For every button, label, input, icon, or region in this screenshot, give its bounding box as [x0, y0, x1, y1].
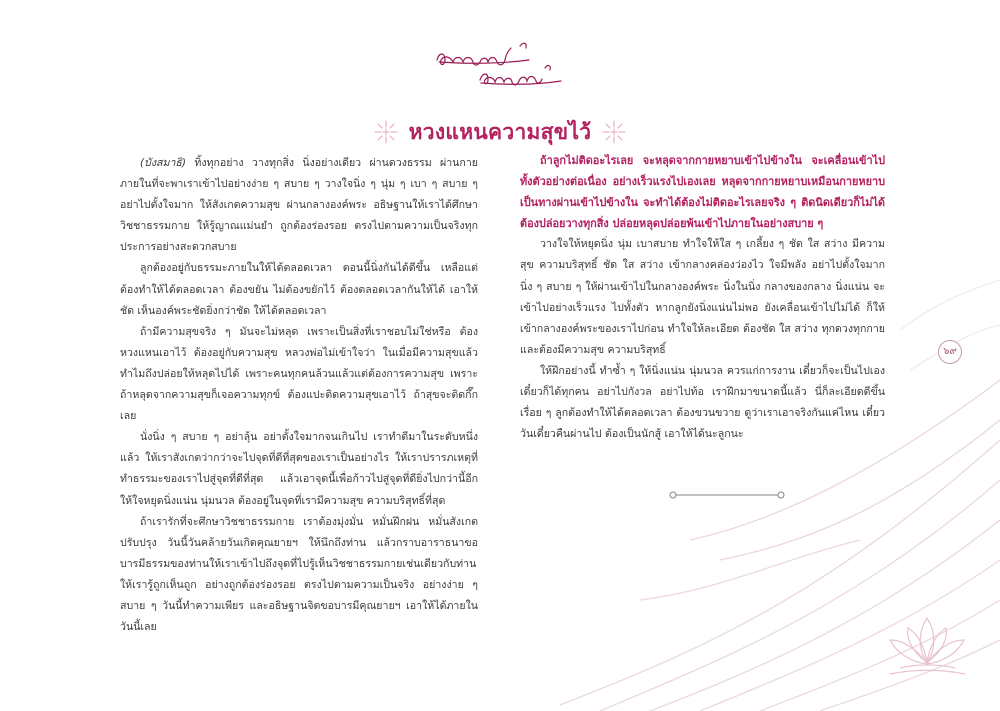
sparkle-icon: [373, 119, 399, 145]
paragraph: วางใจให้หยุดนิ่ง นุ่ม เบาสบาย ทำใจให้ใส ๆ เกลี้ยง ๆ ชัด ใส สว่าง มีความสุข ความบริสุทธิ์ ชัด ใส สว่าง เข้ากลางคล่องว่องไว ใจมีพลัง อย่าไปตั้งใจมาก นิ่ง ๆ สบาย ๆ ให้ผ่านเข้าไปในกลางองค์พระ นิ่งในนิ่ง กลางของกลาง นิ่งแน่น จะเข้าไปอย่างเร็วแรง ไปทั้งตัว หากลูกยังนิ่งแน่นไม่พอ ยังเคลื่อนเข้าไปไม่ได้ ก็ให้เข้ากลางองค์พระของเราไปก่อน ทำใจให้ละเอียด ต้องชัด ใส สว่าง ทุกดวงทุกกาย และต้องมีความสุข ความบริสุทธิ์: [520, 238, 885, 356]
divider-ornament: [668, 489, 786, 501]
sparkle-icon: [601, 119, 627, 145]
paragraph: [120, 153, 478, 258]
paragraph: ถ้ามีความสุขจริง ๆ มันจะไม่หลุด เพราะเป็นสิ่งที่เราชอบไม่ใช่หรือ ต้องหวงแหนเอาไว้ ต้องอยู่กับความสุข หลวงพ่อไม่เข้าใจว่า ในเมื่อมีความสุขแล้ว ทำไมถึงปล่อยให้หลุดไปได้ เพราะคนทุกคนล้วนแล้วแต่ต้องการความสุข เพราะถ้าหลุดจากความสุขก็เจอความทุกข์ ต้องแปะติดความสุขเอาไว้ ถ้าสุขจะติดกึ๊กเลย: [120, 325, 478, 423]
paragraph: นั่งนิ่ง ๆ สบาย ๆ อย่าลุ้น อย่าตั้งใจมากจนเกินไป เราทำดีมาในระดับหนึ่งแล้ว ให้เราสังเกตว่ากว่าจะไปจุดที่ดีที่สุดของเราเป็นอย่างไร ให้เราปรารภเหตุที่ทำธรรมะของเราไปสู่จุดที่ดีที่สุด แล้วเอาจุดนี้เพื่อก้าวไปสู่จุดที่ดียิ่งไปกว่านี้อีก ให้ใจหยุดนิ่งแน่น นุ่มนวล ต้องอยู่ในจุดที่เรามีความสุข ความบริสุทธิ์ที่สุด: [120, 431, 478, 507]
paragraph: ถ้าเรารักที่จะศึกษาวิชชาธรรมกาย เราต้องมุ่งมั่น หมั่นฝึกฝน หมั่นสังเกต ปรับปรุง วันนี้วันคล้ายวันเกิดคุณยายฯ ให้นึกถึงท่าน แล้วกราบอาราธนาขอบารมีธรรมของท่านให้เราเข้าไปถึงจุดที่ไปรู้เห็นวิชชาธรรมกายเช่นเดียวกับท่าน ให้เรารู้ถูกเห็นถูก อย่างถูกต้องร่องรอย ตรงไปตามความเป็นจริง อย่างง่าย ๆ สบาย ๆ วันนี้ทำความเพียร และอธิษฐานจิตขอบารมีคุณยายฯ เอาให้ได้ภายในวันนี้เลย: [120, 515, 478, 634]
page-title: หวงแหนความสุขไว้: [408, 119, 592, 144]
paragraph-text: ทิ้งทุกอย่าง วางทุกสิ่ง นิ่งอย่างเดียว ผ่านดวงธรรม ผ่านกายภายในที่จะพาเราเข้าไปอย่างง่าย ๆ สบาย ๆ วางใจนิ่ง ๆ นุ่ม ๆ เบา ๆ สบาย ๆ อย่าไปตั้งใจมาก ให้สังเกตความสุข ผ่านกลางองค์พระ อธิษฐานให้เราได้ศึกษาวิชชาธรรมกาย ให้รู้ญาณแม่นยำ ถูกต้องร่องรอย ตรงไปตามความเป็นจริงทุกประการอย่างสะดวกสบาย: [120, 157, 478, 254]
chant-label: (บังสมาธิ): [140, 157, 187, 169]
right-column: [520, 150, 885, 445]
highlight-paragraph: ถ้าลูกไม่ติดอะไรเลย จะหลุดจากกายหยาบเข้าไปข้างใน จะเคลื่อนเข้าไปทั้งตัวอย่างต่อเนื่อง อย่างเร็วแรงไปเองเลย หลุดจากกายหยาบเหมือนกายหยาบเป็นทางผ่านเข้าไปข้างใน จะทำได้ต้องไม่ติดอะไรเลยจริง ๆ ติดนิดเดียวก็ไม่ได้ ต้องปล่อยวางทุกสิ่ง ปล่อยหลุดปล่อยพ้นเข้าไปภายในอย่างสบาย ๆ: [520, 154, 885, 231]
title-row: [0, 112, 1000, 152]
paragraph: ให้ฝึกอย่างนี้ ทำซ้ำ ๆ ให้นิ่งแน่น นุ่มนวล ควรแก่การงาน เดี๋ยวก็จะเป็นไปเอง เดี๋ยวก็ได้ทุกคน อย่าไปกังวล อย่าไปท้อ เราฝึกมาขนาดนี้แล้ว นี่ก็ละเอียดดีขึ้นเรื่อย ๆ ลูกต้องทำให้ได้ตลอดเวลา ต้องขวนขวาย ดูว่าเราเอาจริงกันแค่ไหน เดี๋ยววันเดี๋ยวคืนผ่านไป ต้องเป็นนักสู้ เอาให้ได้นะลูกนะ: [520, 364, 885, 441]
lotus-icon: [880, 610, 975, 680]
left-column: [120, 153, 478, 638]
page-number: ๖๙: [938, 340, 962, 364]
paragraph: ลูกต้องอยู่กับธรรมะภายในให้ได้ตลอดเวลา ตอนนี้นิ่งกันได้ดีขึ้น เหลือแต่ต้องทำให้ได้ตลอดเวลา ต้องขยัน ไม่ต้องขยักไว้ ต้องตลอดเวลากันให้ได้ เอาให้ชัด เห็นองค์พระชัดยิ่งกว่าชัด ให้ได้ตลอดเวลา: [120, 262, 478, 317]
signature-logo: [425, 38, 575, 98]
